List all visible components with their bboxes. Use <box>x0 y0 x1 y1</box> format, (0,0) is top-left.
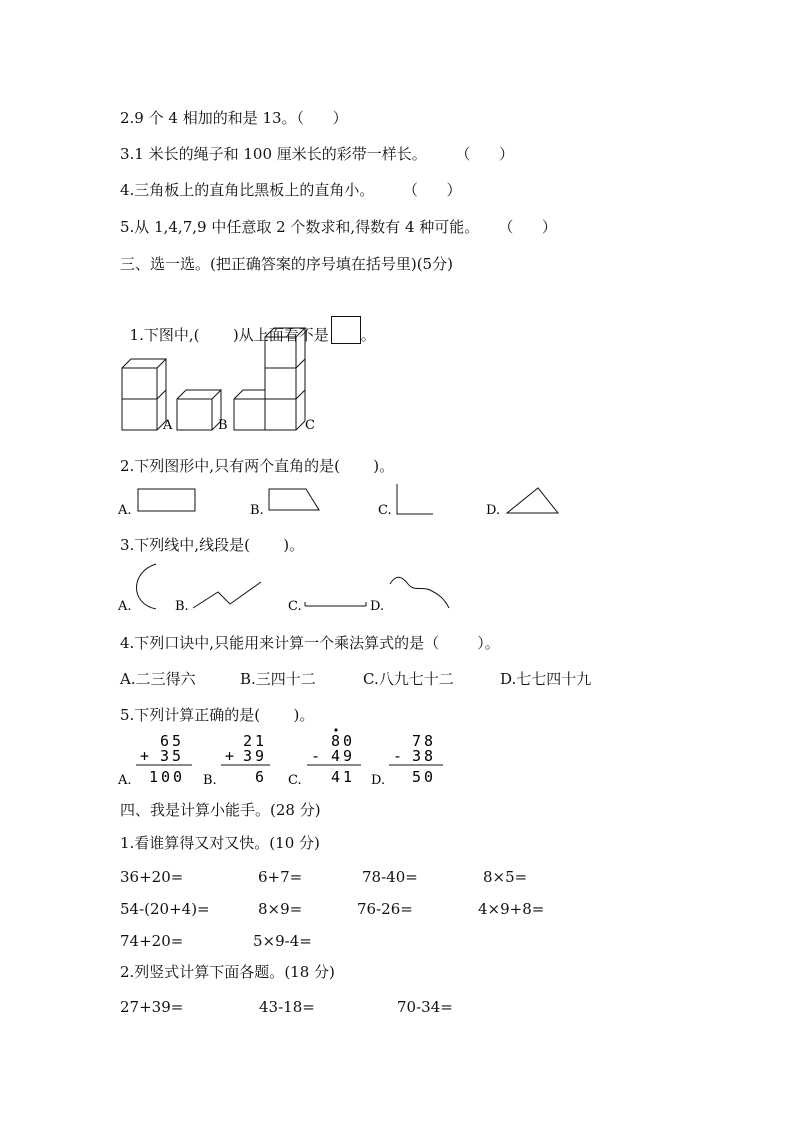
choose-q1-end: 。 <box>360 326 376 344</box>
arc-line <box>137 564 157 609</box>
judge-q4: 4.三角板上的直角比黑板上的直角小。 （ ） <box>120 181 462 199</box>
svg-text:-: - <box>393 747 406 765</box>
cube-label-b: B <box>218 418 228 433</box>
svg-text:65: 65 <box>160 732 185 750</box>
right-angle-shape <box>397 484 433 514</box>
cube-single-b <box>177 390 221 430</box>
shape-label-a: A. <box>118 503 132 518</box>
calc-item: 76-26= <box>357 900 413 918</box>
cube-label-c: C <box>305 418 315 433</box>
choose-q5: 5.下列计算正确的是( )。 <box>120 706 315 724</box>
line-label-b: B. <box>175 599 189 614</box>
svg-text:-: - <box>311 747 324 765</box>
calc-item: 36+20= <box>120 868 184 886</box>
shape-label-d: D. <box>486 503 501 518</box>
curve-line <box>390 577 449 608</box>
line-label-d: D. <box>370 599 385 614</box>
calc-s2-title: 2.列竖式计算下面各题。(18 分) <box>120 963 335 981</box>
calc-item: 8×5= <box>483 868 528 886</box>
calc-s1-title: 1.看谁算得又对又快。(10 分) <box>120 834 320 852</box>
svg-text:80: 80 <box>331 732 356 750</box>
choose-q3: 3.下列线中,线段是( )。 <box>120 536 305 554</box>
choose-q2: 2.下列图形中,只有两个直角的是( )。 <box>120 457 395 475</box>
calc-c <box>307 728 361 786</box>
choose-q4-option-b: B.三四十二 <box>240 670 316 688</box>
line-label-c: C. <box>288 599 302 614</box>
vertical-calcs <box>118 726 458 788</box>
calc-item: 78-40= <box>362 868 418 886</box>
svg-text:78: 78 <box>412 732 437 750</box>
calc-item: 74+20= <box>120 932 184 950</box>
zigzag-line <box>193 582 261 608</box>
cube-label-a: A <box>163 418 173 433</box>
calc-item: 6+7= <box>258 868 303 886</box>
svg-text:38: 38 <box>412 747 437 765</box>
section-4-title: 四、我是计算小能手。(28 分) <box>120 801 321 819</box>
section-3-title: 三、选一选。(把正确答案的序号填在括号里)(5分) <box>120 255 453 273</box>
calc-item: 54-(20+4)= <box>120 900 210 918</box>
segment-line <box>305 602 366 606</box>
svg-text:21: 21 <box>243 732 268 750</box>
shape-label-c: C. <box>378 503 392 518</box>
line-options <box>118 562 458 614</box>
trapezoid-shape <box>269 489 319 510</box>
svg-text:100: 100 <box>149 768 186 786</box>
calc-label-d: D. <box>371 773 386 788</box>
square-icon <box>331 316 361 344</box>
calc-d <box>389 732 443 786</box>
choose-q4-option-d: D.七七四十九 <box>500 670 592 688</box>
cube-figures <box>115 325 325 437</box>
line-label-a: A. <box>118 599 132 614</box>
svg-text:+: + <box>225 747 238 765</box>
svg-text:35: 35 <box>160 747 185 765</box>
cube-group-c <box>234 328 305 430</box>
calc-item: 43-18= <box>259 998 315 1016</box>
calc-b <box>221 732 270 786</box>
calc-item: 5×9-4= <box>253 932 312 950</box>
choose-q1-text: 1.下图中,( )从上面看不是 <box>129 326 329 344</box>
svg-text:+: + <box>140 747 153 765</box>
shape-label-b: B. <box>250 503 264 518</box>
choose-q4-option-a: A.二三得六 <box>120 670 196 688</box>
svg-text:6: 6 <box>255 768 268 786</box>
rectangle-shape <box>138 489 195 511</box>
choose-q4: 4.下列口诀中,只能用来计算一个乘法算式的是（ ）。 <box>120 634 500 652</box>
judge-q5: 5.从 1,4,7,9 中任意取 2 个数求和,得数有 4 种可能。 （ ） <box>120 218 557 236</box>
calc-label-a: A. <box>118 773 132 788</box>
svg-text:50: 50 <box>412 768 437 786</box>
calc-item: 8×9= <box>258 900 303 918</box>
judge-q3: 3.1 米长的绳子和 100 厘米长的彩带一样长。 （ ） <box>120 145 515 163</box>
svg-text:41: 41 <box>331 768 356 786</box>
cube-stack-a <box>122 359 166 430</box>
svg-text:39: 39 <box>243 747 268 765</box>
choose-q4-option-c: C.八九七十二 <box>363 670 454 688</box>
calc-label-b: B. <box>203 773 217 788</box>
calc-item: 4×9+8= <box>478 900 545 918</box>
calc-item: 27+39= <box>120 998 184 1016</box>
shape-options <box>118 484 568 518</box>
calc-label-c: C. <box>288 773 302 788</box>
calc-a <box>136 732 192 786</box>
judge-q2: 2.9 个 4 相加的和是 13。（ ） <box>120 109 348 127</box>
triangle-shape <box>507 488 558 513</box>
calc-item: 70-34= <box>397 998 453 1016</box>
svg-text:49: 49 <box>331 747 356 765</box>
